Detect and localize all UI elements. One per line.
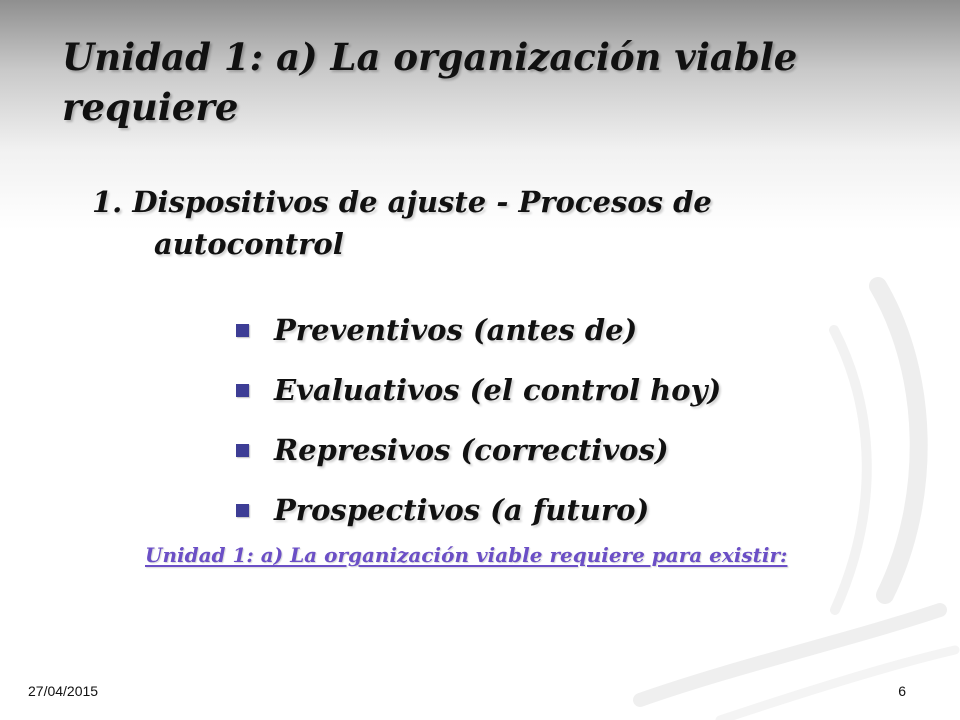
bullet-item-represivos <box>230 420 721 480</box>
square-bullet-icon <box>236 324 249 337</box>
bullet-item-prospectivos <box>230 480 721 540</box>
section-heading-line-2: autocontrol <box>154 227 344 261</box>
slide-number: 6 <box>898 683 906 699</box>
hyperlink[interactable]: Unidad 1: a) La organización viable requiere para existir: <box>145 543 788 567</box>
bullet-label: Represivos (correctivos) <box>274 433 669 467</box>
bullet-item-evaluativos <box>230 360 721 420</box>
square-bullet-icon <box>236 504 249 517</box>
bullet-label: Preventivos (antes de) <box>274 313 638 347</box>
bullet-item-preventivos <box>230 300 721 360</box>
square-bullet-icon <box>236 444 249 457</box>
footer-date: 27/04/2015 <box>28 683 99 699</box>
square-bullet-icon <box>236 384 249 397</box>
bullet-label: Evaluativos (el control hoy) <box>274 373 722 407</box>
slide-title: Unidad 1: a) La organización viable requiere <box>62 35 798 129</box>
section-heading <box>92 181 882 265</box>
section-heading-line-1: 1. Dispositivos de ajuste - Procesos de <box>92 185 712 219</box>
bullet-list <box>230 300 721 540</box>
bullet-label: Prospectivos (a futuro) <box>274 493 650 527</box>
